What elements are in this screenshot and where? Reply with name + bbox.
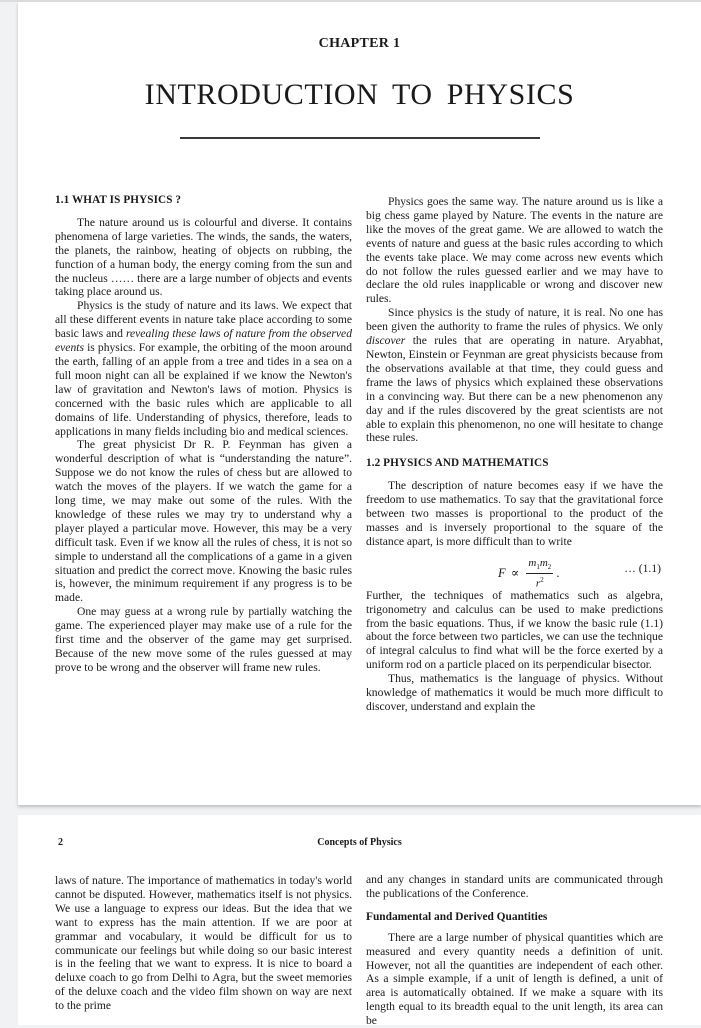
paragraph: Thus, mathematics is the language of physics. Without knowledge of mathematics it would be much more difficult to discover, understand and explain the <box>366 672 663 713</box>
paragraph: The nature around us is colourful and diverse. It contains phenomena of large varieties. The winds, the sands, the waters, the planets, the rainbow, heating of objects on rubbing, the function of a human body, the energy coming from the sun and the nucleus …… there are a large number of objects and events taking place around us. <box>55 215 352 299</box>
equation-lhs: F <box>498 565 506 580</box>
page2-right-column <box>366 873 663 1028</box>
document-page-2 <box>18 815 701 1028</box>
page-number: 2 <box>58 837 63 848</box>
superscript: 2 <box>540 575 544 584</box>
equation-1-1 <box>366 553 663 590</box>
paragraph: Physics goes the same way. The nature around us is like a big chess game played by Nature. The events in the nature are like the moves of the great game. We are allowed to watch the events of nature and guess at the basic rules according to which the events take place. We may come across new events which do not follow the rules guessed earlier and we may have to declare the old rules inapplicable or wrong and discover new rules. <box>366 195 663 306</box>
paragraph: The description of nature becomes easy if we have the freedom to use mathematics. To say that the gravitational force between two masses is proportional to the product of the masses and is inversely proportional to the square of the distance apart, is more difficult than to write <box>366 479 663 548</box>
section-heading-1-1: 1.1 WHAT IS PHYSICS ? <box>55 194 182 206</box>
chapter-label: CHAPTER 1 <box>318 36 401 51</box>
paragraph-text: the rules that are operating in nature. Aryabhat, Newton, Einstein or Feynman are great physicists because from the observations available at that time, they could guess and frame the laws of physics which explained these observations in a convincing way. But there can be a new phenomenon any day and if the rules discovered by the great scientists are not able to explain this phenomenon, no one will hesitate to change these rules. <box>366 334 663 445</box>
page1-right-column <box>366 195 663 714</box>
page1-left-column <box>55 194 352 675</box>
distance-symbol: r <box>535 577 541 590</box>
equation-period: . <box>556 565 560 580</box>
paragraph-text: Physics is the study of nature and its laws. We expect that all these different events in nature take place according to some basic laws and <box>55 299 352 341</box>
equation-denominator <box>526 574 553 591</box>
emphasized-text: discover <box>366 334 406 348</box>
proportional-symbol: ∝ <box>510 565 520 580</box>
subscript: 1 <box>536 562 540 571</box>
title-divider <box>180 137 540 139</box>
paragraph: Further, the techniques of mathematics such as algebra, trigonometry and calculus can be used to make predictions from the basic equations. Thus, if we know the basic rule (1.1) about the force between two particles, we can use the technique of integral calculus to find what will be the force exerted by a uniform rod on a particle placed on its perpendicular bisector. <box>366 588 663 672</box>
equation-fraction <box>526 557 553 591</box>
paragraph-text: Since physics is the study of nature, it is real. No one has been given the authority to frame the rules of physics. We only <box>366 306 663 334</box>
paragraph <box>55 299 352 438</box>
equation-number: … (1.1) <box>624 561 661 575</box>
section-heading-1-2: 1.2 PHYSICS AND MATHEMATICS <box>366 457 549 470</box>
paragraph: There are a large number of physical quantities which are measured and every quantity needs a definition of unit. However, not all the quantities are independent of each other. As a simple example, if a unit of length is defined, a unit of area is automatically obtained. If we make a square with its length equal to its breadth equal to the unit length, its area can be <box>366 930 663 1028</box>
document-page-1 <box>18 2 701 805</box>
running-title: Concepts of Physics <box>317 837 402 848</box>
mass-symbol: m <box>539 556 548 569</box>
subsection-heading: Fundamental and Derived Quantities <box>366 910 548 923</box>
paragraph: The great physicist Dr R. P. Feynman has given a wonderful description of what is “understanding the nature”. Suppose we do not know the rules of chess but are allowed to watch the moves of the players. If we watch the game for a long time, we may make out some of the rules. With the knowledge of these rules we may try to understand why a player played a particular move. However, this may be a very difficult task. Even if we know all the rules of chess, it is not so simple to understand all the complications of a game in a given situation and predict the correct move. Knowing the basic rules is, however, the minimum requirement if any progress is to be made. <box>55 438 352 605</box>
page2-left-column <box>55 874 352 1013</box>
paragraph <box>366 306 663 445</box>
chapter-title: INTRODUCTION TO PHYSICS <box>144 78 575 111</box>
equation-expression <box>498 557 560 591</box>
emphasized-text: revealing these laws of nature from the observed events <box>55 327 352 355</box>
paragraph: One may guess at a wrong rule by partially watching the game. The experienced player may make use of a rule for the first time and the observer of the game may get surprised. Because of the new move some of the rules guessed at may prove to be wrong and the observer will frame new rules. <box>55 605 352 674</box>
paragraph: laws of nature. The importance of mathematics in today's world cannot be disputed. However, mathematics itself is not physics. We use a language to express our ideas. But the idea that we want to express has the main attention. If we are poor at grammar and vocabulary, it would be difficult for us to communicate our feelings but while doing so our basic interest is in the feeling that we want to express. It is nice to board a deluxe coach to go from Delhi to Agra, but the sweet memories of the deluxe coach and the video film shown on way are next to the prime <box>55 874 352 1013</box>
mass-symbol: m <box>528 556 537 569</box>
equation-numerator <box>526 557 553 574</box>
paragraph-text: is physics. For example, the orbiting of the moon around the earth, falling of an apple from a tree and tides in a sea on a full moon night can all be explained if we know the Newton's law of gravitation and Newton's laws of motion. Physics is concerned with the basic rules which are applicable to all domains of life. Understanding of physics, therefore, leads to applications in many fields including bio and medical sciences. <box>55 341 352 438</box>
paragraph: and any changes in standard units are communicated through the publications of the Conference. <box>366 873 663 900</box>
subscript: 2 <box>547 562 552 571</box>
